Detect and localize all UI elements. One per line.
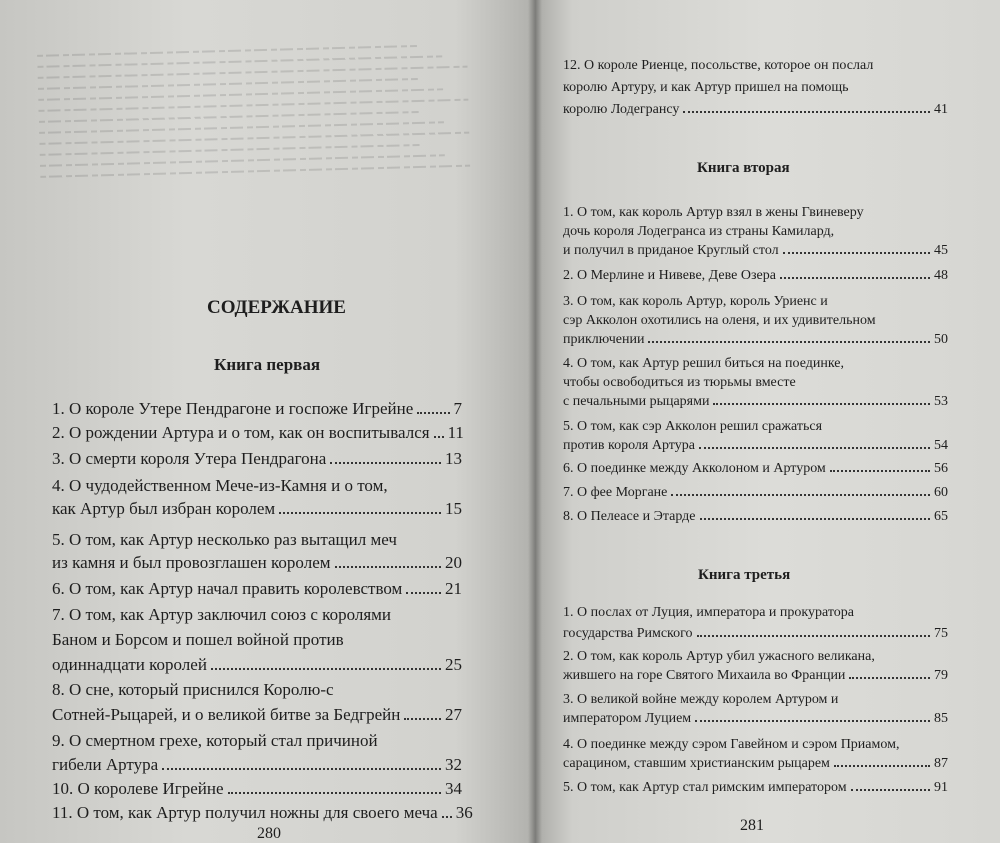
toc-entry[interactable]: как Артур был избран королем 15 xyxy=(52,499,462,518)
toc-entry-line: 2. О том, как король Артур убил ужасного великана, xyxy=(563,649,875,664)
toc-entry-line: 5. О том, как сэр Акколон решил сражаться xyxy=(563,419,823,434)
bleed-line xyxy=(38,88,443,101)
toc-entry-line: 7. О том, как Артур заключил союз с королями xyxy=(52,605,392,624)
toc-entry[interactable]: одиннадцати королей 25 xyxy=(52,655,462,674)
page-number-right: 281 xyxy=(740,817,764,834)
toc-entry-line: 12. О короле Риенце, посольстве, которое он послал xyxy=(563,58,874,73)
toc-entry[interactable]: 5. О том, как Артур стал римским императором 91 xyxy=(563,780,948,795)
toc-entry-line: чтобы освободиться из тюрьмы вместе xyxy=(563,375,796,390)
bleed-line xyxy=(37,45,417,57)
toc-entry[interactable]: Сотней-Рыцарей, и о великой битве за Бедгрейн 27 xyxy=(52,705,462,724)
toc-entry[interactable]: 2. О Мерлине и Нивеве, Деве Озера 48 xyxy=(563,268,948,283)
toc-entry-line: 9. О смертном грехе, который стал причиной xyxy=(52,731,378,750)
toc-entry[interactable]: 6. О поединке между Акколоном и Артуром 56 xyxy=(563,461,948,476)
bleed-line xyxy=(38,99,468,112)
toc-entry-line: 1. О послах от Луция, императора и прокуратора xyxy=(563,605,855,620)
toc-entry-line: сэр Акколон охотились на оленя, и их удивительном xyxy=(563,313,876,328)
toc-entry[interactable]: 7. О фее Моргане 60 xyxy=(563,485,948,500)
bleed-line xyxy=(39,121,444,134)
toc-entry[interactable]: 1. О короле Утере Пендрагоне и госпоже Игрейне 7 xyxy=(52,399,462,418)
toc-entry[interactable]: королю Лодегрансу 41 xyxy=(563,102,948,117)
page-number-left: 280 xyxy=(257,825,281,842)
toc-entry[interactable]: 2. О рождении Артура и о том, как он воспитывался 11 xyxy=(52,423,464,442)
toc-entry[interactable]: 8. О Пелеасе и Этарде 65 xyxy=(563,509,948,524)
toc-entry[interactable]: из камня и был провозглашен королем 20 xyxy=(52,553,462,572)
toc-entry-line: 4. О поединке между сэром Гавейном и сэром Приамом, xyxy=(563,737,900,752)
toc-entry[interactable]: с печальными рыцарями 53 xyxy=(563,394,948,409)
toc-entry[interactable]: 6. О том, как Артур начал править королевством 21 xyxy=(52,579,462,598)
toc-entry-line: 3. О том, как король Артур, король Уриенс и xyxy=(563,294,828,309)
bleed-line xyxy=(38,78,418,90)
toc-entry[interactable]: государства Римского 75 xyxy=(563,626,948,641)
toc-entry[interactable]: против короля Артура 54 xyxy=(563,438,948,453)
toc-entry-line: 5. О том, как Артур несколько раз вытащил меч xyxy=(52,530,397,549)
book-gutter xyxy=(528,0,542,843)
toc-entry[interactable]: 11. О том, как Артур получил ножны для своего меча 36 xyxy=(52,803,473,822)
toc-entry[interactable]: сарацином, ставшим христианским рыцарем 87 xyxy=(563,756,948,771)
bleed-line xyxy=(38,66,468,79)
bleed-line xyxy=(40,144,420,156)
toc-entry-line: 8. О сне, который приснился Королю-с xyxy=(52,680,334,699)
bleed-through-text xyxy=(37,34,493,296)
book-one-title: Книга первая xyxy=(214,355,321,374)
toc-entry[interactable]: императором Луцием 85 xyxy=(563,711,948,726)
toc-entry[interactable]: 10. О королеве Игрейне 34 xyxy=(52,779,462,798)
contents-title: СОДЕРЖАНИЕ xyxy=(207,297,346,318)
bleed-line xyxy=(39,132,469,145)
toc-entry[interactable]: и получил в приданое Круглый стол 45 xyxy=(563,243,948,258)
bleed-line xyxy=(39,111,419,123)
book-two-title: Книга вторая xyxy=(697,160,790,176)
bleed-line xyxy=(37,55,442,68)
toc-entry[interactable]: 3. О смерти короля Утера Пендрагона 13 xyxy=(52,449,462,468)
book-three-title: Книга третья xyxy=(698,567,791,583)
toc-entry-line: 4. О чудодейственном Мече-из-Камня и о том, xyxy=(52,476,388,495)
toc-entry-line: дочь короля Лодегранса из страны Камилард, xyxy=(563,224,835,239)
toc-entry-line: 3. О великой войне между королем Артуром и xyxy=(563,692,839,707)
bleed-line xyxy=(40,154,445,167)
bleed-line xyxy=(40,165,470,178)
toc-entry[interactable]: жившего на горе Святого Михаила во Франции 79 xyxy=(563,668,948,683)
toc-entry[interactable]: гибели Артура 32 xyxy=(52,755,462,774)
toc-entry-line: королю Артуру, и как Артур пришел на помощь xyxy=(563,80,849,95)
toc-entry-line: 1. О том, как король Артур взял в жены Гвиневеру xyxy=(563,205,864,220)
toc-entry-line: Баном и Борсом и пошел войной против xyxy=(52,630,344,649)
toc-entry[interactable]: приключении 50 xyxy=(563,332,948,347)
toc-entry-line: 4. О том, как Артур решил биться на поединке, xyxy=(563,356,845,371)
